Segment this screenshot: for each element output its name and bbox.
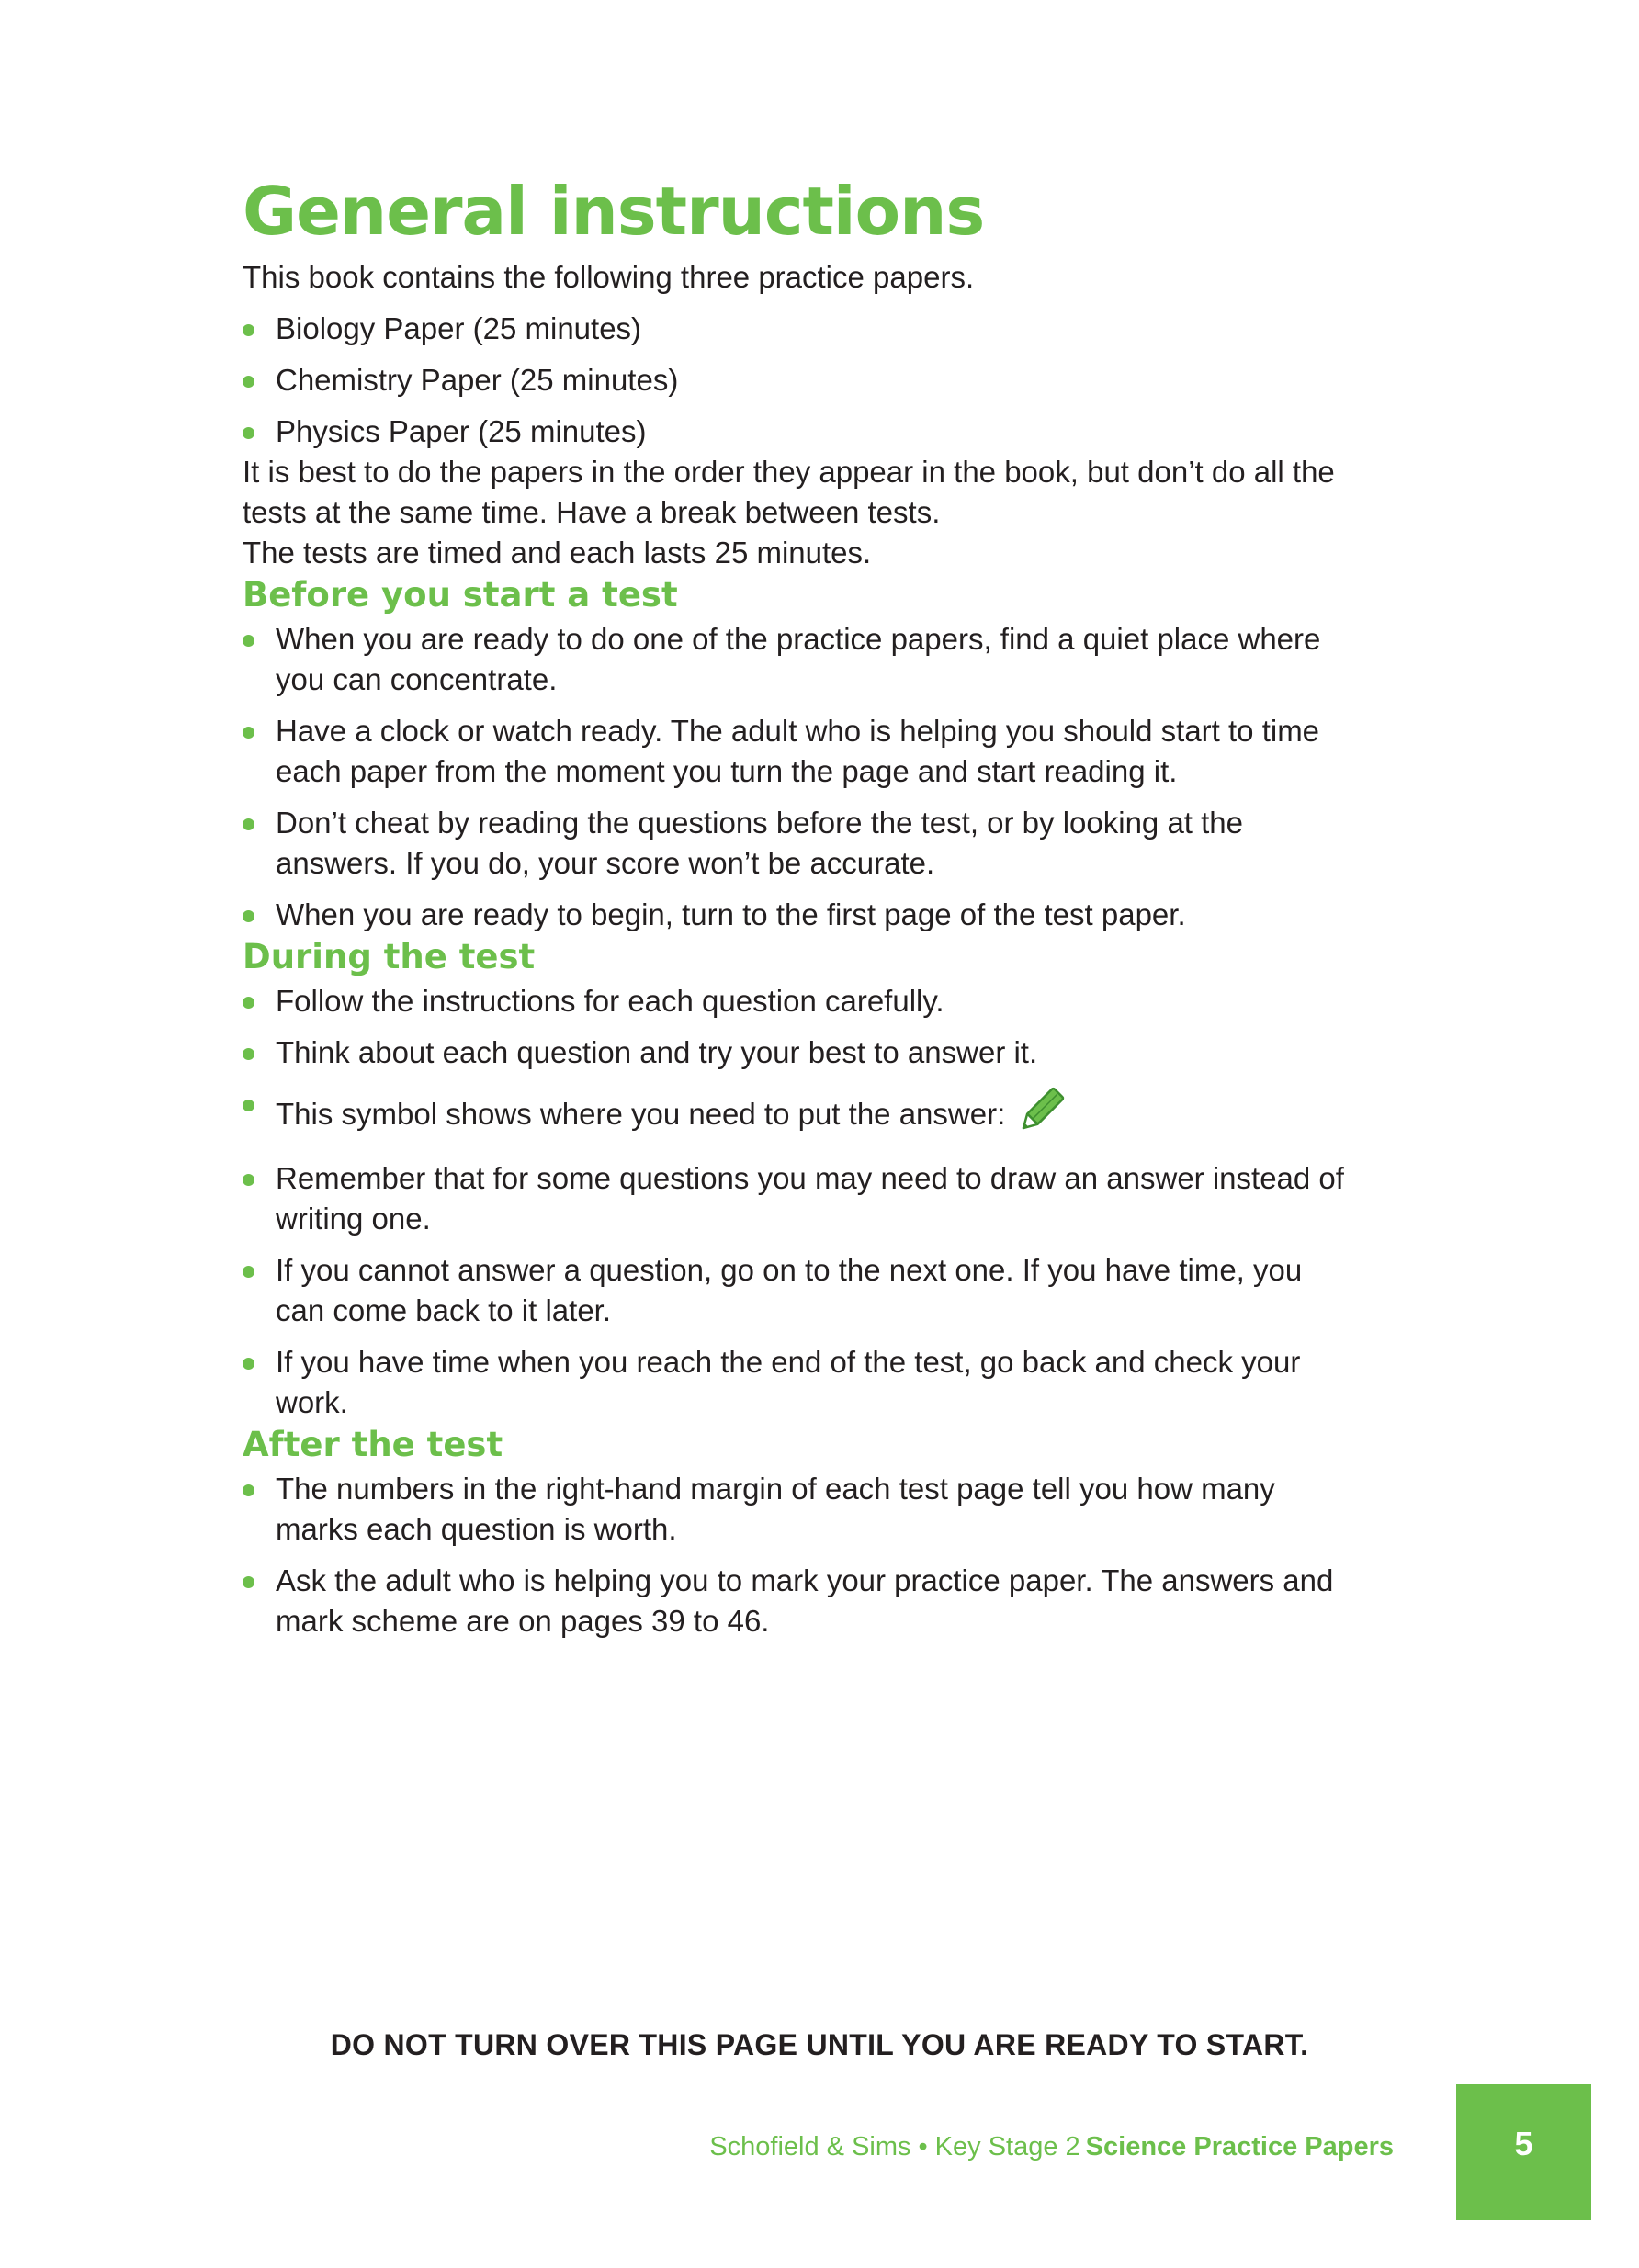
bullet-dot-icon — [243, 818, 254, 830]
list-item — [243, 1561, 1345, 1642]
list-item-text: When you are ready to do one of the practice papers, find a quiet place where you can concentrate. — [276, 622, 1321, 696]
list-item-text: Think about each question and try your best to answer it. — [276, 1035, 1038, 1069]
notice-text: DO NOT TURN OVER THIS PAGE UNTIL YOU ARE READY TO START. — [330, 2028, 1309, 2061]
bullet-dot-icon — [243, 1484, 254, 1496]
list-item-text: Chemistry Paper (25 minutes) — [276, 363, 679, 397]
bullet-dot-icon — [243, 427, 254, 439]
bullet-dot-icon — [243, 1100, 254, 1111]
list-item — [243, 619, 1345, 700]
list-item-text: The numbers in the right-hand margin of each test page tell you how many marks each question is worth. — [276, 1472, 1275, 1546]
bullet-dot-icon — [243, 1266, 254, 1278]
before-list — [243, 619, 1345, 935]
section-heading-before: Before you start a test — [243, 575, 678, 615]
section-heading-after: After the test — [243, 1425, 503, 1464]
list-item-text: Remember that for some questions you may need to draw an answer instead of writing one. — [276, 1161, 1344, 1236]
list-item-text: Ask the adult who is helping you to mark your practice paper. The answers and mark scheme are on pages 39 to 46. — [276, 1563, 1334, 1638]
footer-series: Science Practice Papers — [1085, 2132, 1394, 2161]
list-item — [243, 895, 1345, 935]
order-paragraph: It is best to do the papers in the order they appear in the book, but don’t do all the tests at the same time. Have a break between tests. — [243, 455, 1335, 529]
list-item — [243, 1084, 1345, 1147]
after-list — [243, 1469, 1345, 1642]
footer-separator: • — [918, 2132, 928, 2161]
list-item — [243, 711, 1345, 792]
footer-stage: Key Stage 2 — [934, 2132, 1080, 2161]
bullet-dot-icon — [243, 635, 254, 647]
page-number: 5 — [1514, 2125, 1533, 2162]
bullet-dot-icon — [243, 910, 254, 922]
list-item — [243, 309, 1345, 349]
bullet-dot-icon — [243, 997, 254, 1009]
list-item-text: If you cannot answer a question, go on to the next one. If you have time, you can come back to it later. — [276, 1253, 1303, 1327]
page-number-box — [1456, 2084, 1591, 2220]
bullet-dot-icon — [243, 727, 254, 739]
list-item — [243, 412, 1345, 452]
list-item — [243, 1250, 1345, 1331]
list-item-text: Follow the instructions for each question carefully. — [276, 984, 944, 1018]
intro-text: This book contains the following three practice papers. — [243, 260, 975, 294]
timed-paragraph: The tests are timed and each lasts 25 minutes. — [243, 536, 872, 570]
list-item — [243, 1342, 1345, 1423]
list-item-text: Biology Paper (25 minutes) — [276, 311, 642, 345]
list-item — [243, 1032, 1345, 1073]
list-item-text: Have a clock or watch ready. The adult who is helping you should start to time each paper from the moment you turn the page and start reading it. — [276, 714, 1320, 788]
list-item — [243, 1158, 1345, 1239]
list-item — [243, 803, 1345, 884]
bullet-dot-icon — [243, 1048, 254, 1060]
list-item — [243, 1469, 1345, 1550]
pencil-icon — [1014, 1084, 1068, 1147]
list-item-text: Don’t cheat by reading the questions before the test, or by looking at the answers. If you do, your score won’t be accurate. — [276, 806, 1244, 880]
during-list — [243, 981, 1345, 1423]
bullet-dot-icon — [243, 1576, 254, 1588]
list-item — [243, 981, 1345, 1021]
section-heading-during: During the test — [243, 937, 536, 976]
page-title: General instructions — [243, 173, 985, 250]
list-item-text: If you have time when you reach the end of the test, go back and check your work. — [276, 1345, 1301, 1419]
list-item — [243, 360, 1345, 401]
bullet-dot-icon — [243, 1358, 254, 1370]
bullet-dot-icon — [243, 1174, 254, 1186]
main-content — [243, 165, 1345, 1642]
bullet-dot-icon — [243, 376, 254, 388]
list-item-text: Physics Paper (25 minutes) — [276, 414, 647, 448]
bullet-dot-icon — [243, 324, 254, 336]
footer — [709, 2128, 1394, 2165]
list-item-text: When you are ready to begin, turn to the first page of the test paper. — [276, 897, 1186, 931]
papers-list — [243, 309, 1345, 452]
footer-publisher: Schofield & Sims — [709, 2132, 911, 2161]
list-item-text: This symbol shows where you need to put the answer: — [276, 1097, 1006, 1131]
